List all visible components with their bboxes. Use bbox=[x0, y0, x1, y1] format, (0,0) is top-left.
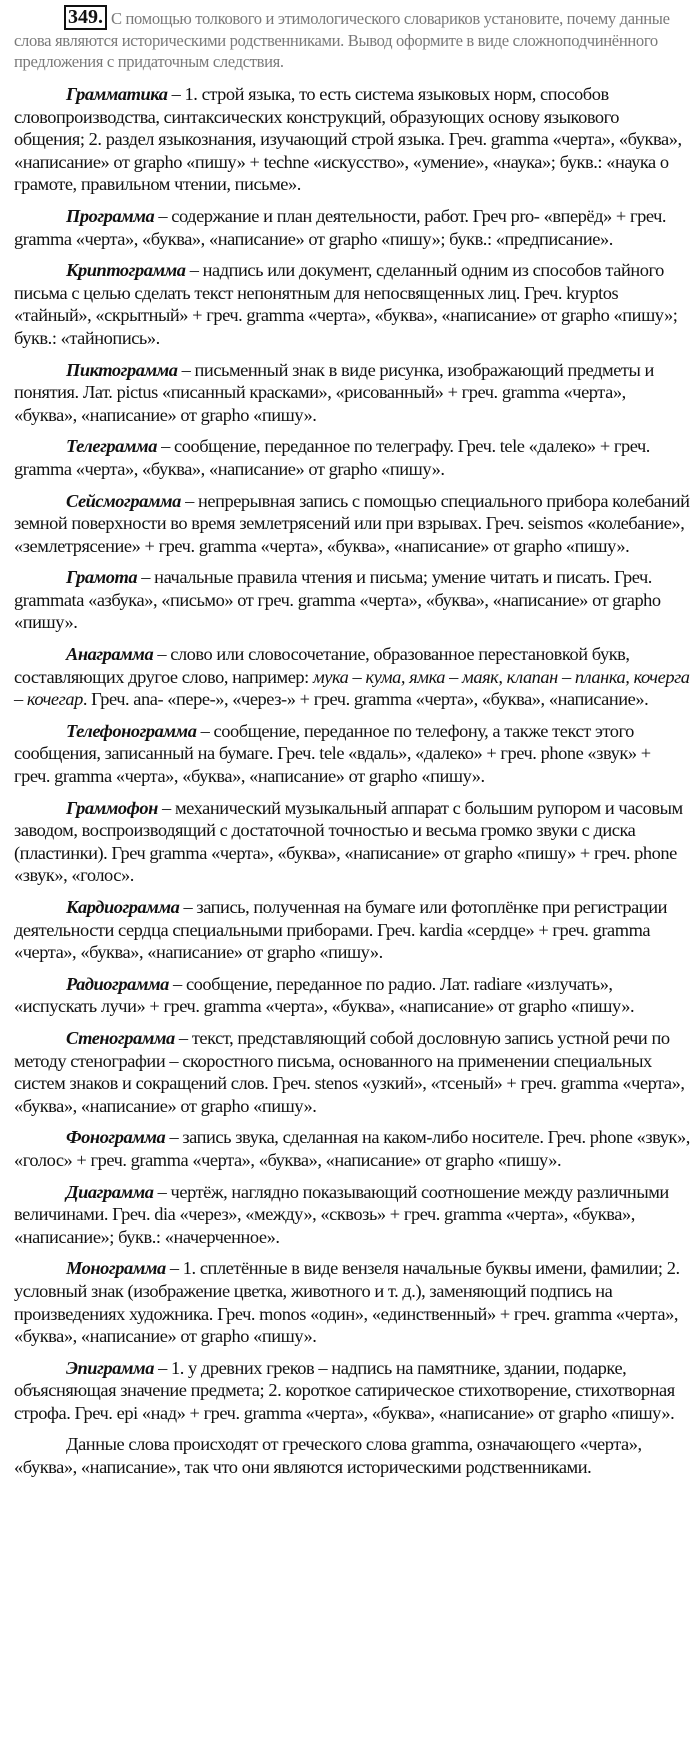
entry-definition: – начальные правила чтения и письма; умение читать и писать. Греч. grammata «азбука», «письмо» от греч. gramma «черта», «буква», «написание» от grapho «пишу». bbox=[14, 567, 661, 633]
entry-gramota bbox=[14, 566, 690, 634]
entry-epigramma bbox=[14, 1357, 690, 1425]
entry-definition: – слово или словосочетание, образованное перестановкой букв, составляющих другое слово, например: bbox=[14, 644, 630, 687]
entry-definition: – запись, полученная на бумаге или фотоплёнке при регистрации деятельности сердца специальными приборами. Греч. kardia «сердце» + греч. gramma «черта», «буква», «написание» от grapho «пишу». bbox=[14, 897, 667, 963]
entry-definition: – сообщение, переданное по радио. Лат. radiare «излучать», «испускать лучи» + греч. gramma «черта», «буква», «написание» от grapho «пишу». bbox=[14, 973, 635, 1017]
entry-term: Фонограмма bbox=[66, 1127, 166, 1148]
entry-definition: – содержание и план деятельности, работ. Греч pro- «вперёд» + греч. gramma «черта», «буква», «написание» от grapho «пишу»; букв.: «предписание». bbox=[14, 205, 667, 249]
entry-term: Телеграмма bbox=[66, 436, 157, 457]
entry-kardiogramma bbox=[14, 896, 690, 964]
entry-fonogramma bbox=[14, 1126, 690, 1171]
entry-term: Эпиграмма bbox=[66, 1357, 154, 1378]
entry-term: Программа bbox=[66, 205, 155, 226]
entry-programma bbox=[14, 205, 690, 250]
entry-telefonogramma bbox=[14, 720, 690, 788]
entry-term: Граммофон bbox=[66, 797, 158, 818]
entry-definition: – сообщение, переданное по телефону, а также текст этого сообщения, записанный на бумаге. Греч. tele «вдаль», «далеко» + греч. phone «звук» + греч. gramma «черта», «буква», «написание» от grapho «пишу». bbox=[14, 720, 651, 787]
entry-term: Пиктограмма bbox=[66, 359, 178, 380]
entry-definition: – механический музыкальный аппарат с большим рупором и часовым заводом, воспроизводящий с достаточной точностью и весьма громко звуки с диска (пластинки). Греч gramma «черта», «буква», «написание» от grapho «пишу» + греч. phone «звук», «голос». bbox=[14, 797, 683, 886]
entry-term: Криптограмма bbox=[66, 260, 186, 281]
entry-definition: – чертёж, наглядно показывающий соотношение между различными величинами. Греч. dia «через», «между», «сквозь» + греч. gramma «черта», «буква», «написание»; букв.: «начерченное». bbox=[14, 1181, 669, 1247]
entry-term: Грамота bbox=[66, 567, 138, 588]
exercise-number: 349. bbox=[64, 5, 107, 30]
entry-term: Грамматика bbox=[66, 84, 168, 104]
task-prompt bbox=[14, 6, 690, 72]
entry-definition: – 1. строй языка, то есть система языковых норм, способов словопроизводства, синтаксических конструкций, образующих основу языкового общения; 2. раздел языкознания, изучающий строй языка. Греч. gramma «черта», «буква», «написание» от grapho «пишу» + techne «искусство», «умение», «наука»; букв.: «наука о грамоте, правильном чтении, письме». bbox=[14, 84, 682, 195]
entry-definition-tail: . Греч. ana- «пере-», «через-» + греч. gramma «черта», «буква», «написание». bbox=[82, 689, 649, 710]
entry-definition: – 1. у древних греков – надпись на памятнике, здании, подарке, объясняющая значение предмета; 2. короткое сатирическое стихотворение, стихотворная строфа. Греч. epi «над» + греч. gramma «черта», «буква», «написание» от grapho «пишу». bbox=[14, 1357, 675, 1423]
entry-term: Сейсмограмма bbox=[66, 490, 181, 511]
entry-seismogramma bbox=[14, 490, 690, 558]
entry-examples: мука – кума, ямка – маяк, клапан – планка, кочерга – кочегар bbox=[14, 666, 690, 710]
entry-kriptogramma bbox=[14, 259, 690, 349]
entry-term: Радиограмма bbox=[66, 973, 169, 994]
entry-term: Кардиограмма bbox=[66, 897, 180, 917]
entry-radiogramma bbox=[14, 973, 690, 1018]
entry-piktogramma bbox=[14, 359, 690, 427]
entry-definition: – 1. сплетённые в виде вензеля начальные буквы имени, фамилии; 2. условный знак (изображение цветка, животного и т. д.), заменяющий подпись на произведениях художника. Греч. monos «один», «единственный» + греч. gramma «черта», «буква», «написание» от grapho «пишу». bbox=[14, 1258, 680, 1347]
entry-grammatika bbox=[14, 83, 690, 196]
conclusion-paragraph: Данные слова происходят от греческого слова gramma, означающего «черта», «буква», «написание», так что они являются историческими родственниками. bbox=[14, 1434, 642, 1478]
entry-telegramma bbox=[14, 435, 690, 480]
textbook-page bbox=[14, 6, 690, 1479]
entry-definition: – сообщение, переданное по телеграфу. Греч. tele «далеко» + греч. gramma «черта», «буква», «написание» от grapho «пишу». bbox=[14, 436, 650, 479]
entry-term: Телефонограмма bbox=[66, 720, 197, 741]
entry-term: Анаграмма bbox=[66, 644, 154, 665]
entry-monogramma bbox=[14, 1257, 690, 1347]
entry-term: Стенограмма bbox=[66, 1027, 175, 1048]
entry-definition: – запись звука, сделанная на каком-либо носителе. Греч. phone «звук», «голос» + греч. gramma «черта», «буква», «написание» от grapho «пишу». bbox=[14, 1127, 690, 1170]
entry-definition: – текст, представляющий собой дословную запись устной речи по методу стенографии – скоростного письма, основанного на применении специальных систем знаков и сокращений слов. Греч. stenos «узкий», «тсеный» + греч. gramma «черта», «буква», «написание» от grapho «пишу». bbox=[14, 1027, 685, 1116]
task-text: С помощью толкового и этимологического словариков установите, почему данные слова являются историческими родственниками. Вывод оформите в виде сложноподчинённого предложения с придаточным следствия. bbox=[14, 9, 670, 71]
entry-definition: – непрерывная запись с помощью специального прибора колебаний земной поверхности во время землетрясений или при взрывах. Греч. seismos «колебание», «землетрясение» + греч. gramma «черта», «буква», «написание» от grapho «пишу». bbox=[14, 490, 690, 556]
entry-stenogramma bbox=[14, 1027, 690, 1117]
entry-grammofon bbox=[14, 797, 690, 887]
entry-definition: – письменный знак в виде рисунка, изображающий предметы и понятия. Лат. pictus «писанный красками», «рисованный» + греч. gramma «черта», «буква», «написание» от grapho «пишу». bbox=[14, 359, 654, 425]
entry-term: Монограмма bbox=[66, 1258, 166, 1279]
entry-diagramma bbox=[14, 1181, 690, 1249]
entry-term: Диаграмма bbox=[66, 1181, 154, 1202]
entry-definition: – надпись или документ, сделанный одним из способов тайного письма с целью сделать текст непонятным для непосвященных лиц. Греч. kryptos «тайный», «скрытный» + греч. gramma «черта», «буква», «написание» от grapho «пишу»; букв.: «тайнопись». bbox=[14, 260, 678, 348]
entry-anagramma bbox=[14, 643, 690, 711]
